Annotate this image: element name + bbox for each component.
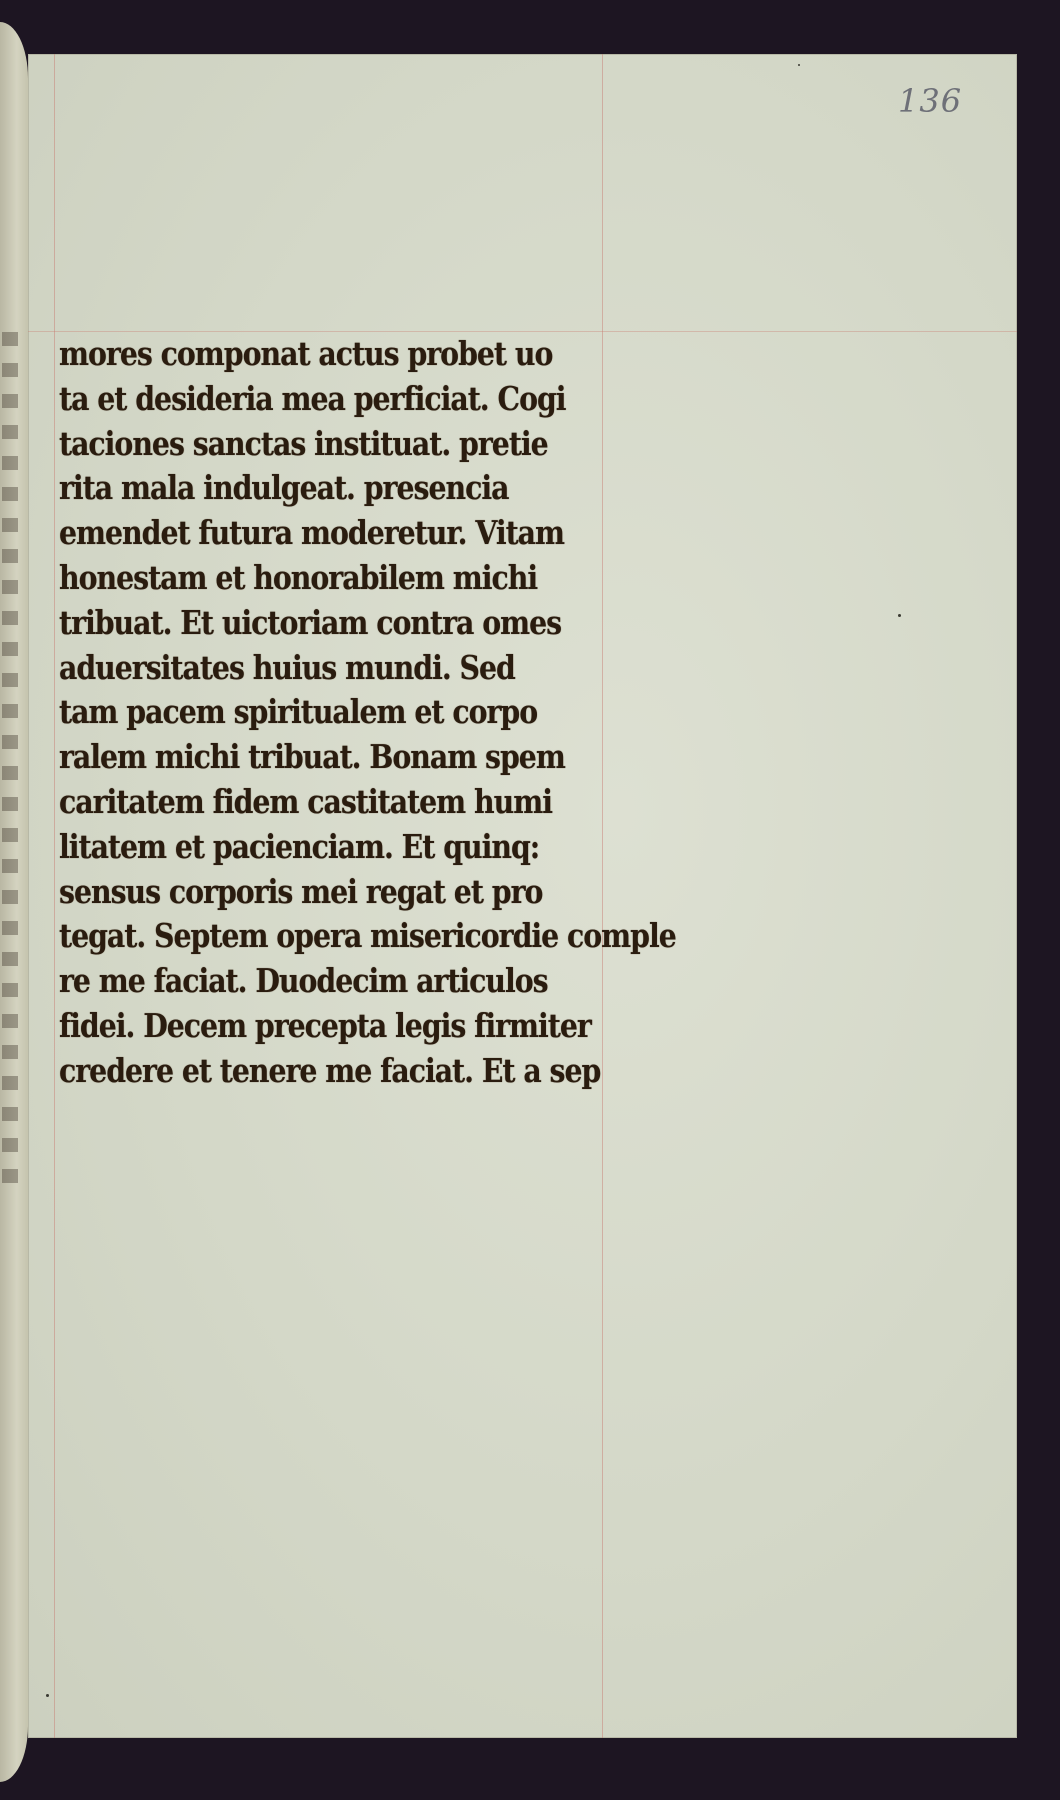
text-line: ralem michi tribuat. Bonam spem bbox=[59, 737, 565, 777]
text-line: credere et tenere me faciat. Et a sep bbox=[59, 1050, 601, 1090]
text-line: sensus corporis mei regat et pro bbox=[59, 871, 543, 911]
text-line: caritatem fidem castitatem humi bbox=[59, 781, 552, 821]
adjacent-page-text bbox=[2, 332, 18, 1192]
parchment-speck bbox=[798, 64, 800, 66]
adjacent-page-edge bbox=[0, 22, 28, 1782]
text-line: rita mala indulgeat. presencia bbox=[59, 468, 509, 508]
text-line: tribuat. Et uictoriam contra omes bbox=[59, 602, 562, 642]
text-line: re me faciat. Duodecim articulos bbox=[59, 961, 548, 1001]
folio-number: 136 bbox=[898, 82, 963, 120]
text-line: honestam et honorabilem michi bbox=[59, 557, 538, 597]
ruling-line-left bbox=[54, 54, 55, 1738]
text-line: aduersitates huius mundi. Sed bbox=[59, 647, 515, 687]
parchment-speck bbox=[898, 614, 901, 617]
text-column bbox=[59, 332, 676, 1094]
text-line: emendet futura moderetur. Vitam bbox=[59, 513, 565, 553]
text-line: litatem et pacienciam. Et quinq: bbox=[59, 826, 540, 866]
text-line: ta et desideria mea perficiat. Cogi bbox=[59, 378, 566, 418]
text-line: tegat. Septem opera misericordie comple bbox=[59, 916, 676, 956]
text-line: taciones sanctas instituat. pretie bbox=[59, 423, 548, 463]
text-line: tam pacem spiritualem et corpo bbox=[59, 692, 538, 732]
text-line: fidei. Decem precepta legis firmiter bbox=[59, 1005, 591, 1045]
text-line: mores componat actus probet uo bbox=[59, 334, 553, 373]
parchment-speck bbox=[46, 1694, 49, 1697]
manuscript-folio bbox=[28, 54, 1017, 1738]
